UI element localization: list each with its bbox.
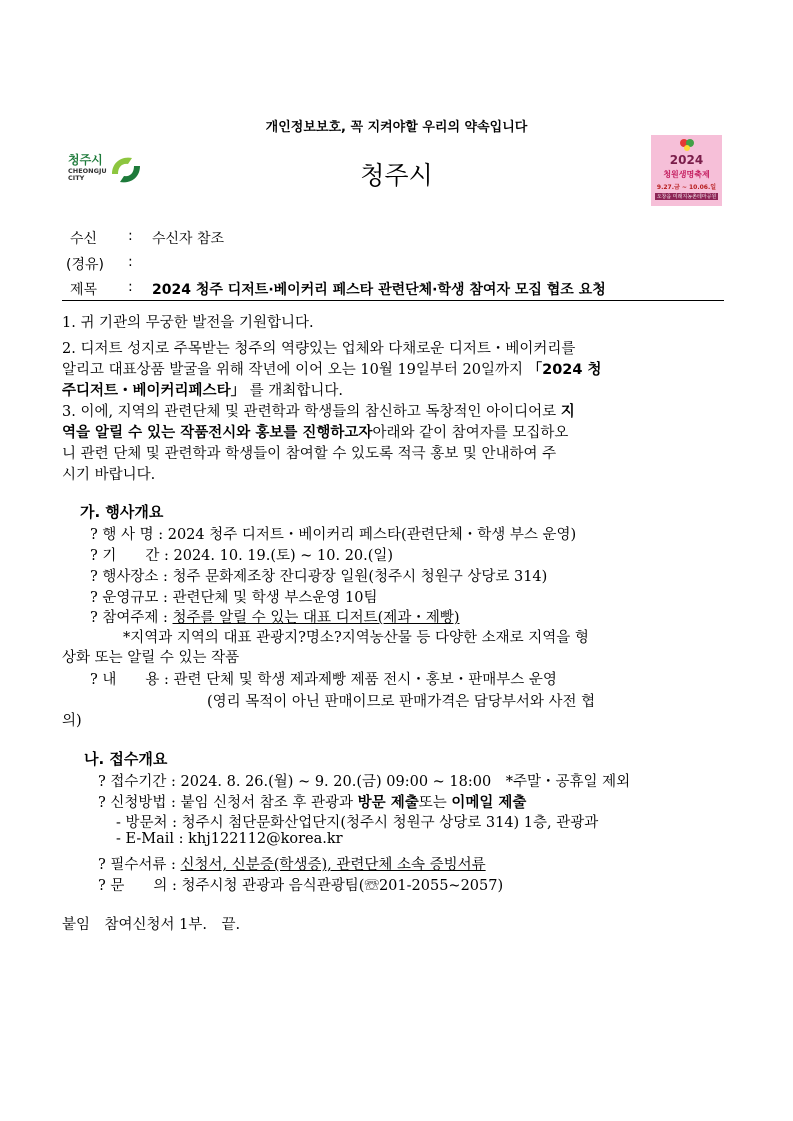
via-colon: : (128, 254, 133, 270)
festival-badge (651, 135, 722, 206)
section-a-item-period: ? 기 간 : 2024. 10. 19.(토) ~ 10. 20.(일) (90, 548, 394, 564)
flower-icon (679, 138, 695, 152)
festival-year: 2024 (669, 153, 704, 167)
logo-name-ko: 청주시 (68, 153, 103, 167)
section-a-title: 가. 행사개요 (80, 503, 164, 521)
header-divider (62, 300, 724, 301)
section-b-item-documents: ? 필수서류 : 신청서, 신분증(학생증), 관련단체 소속 증빙서류 (98, 857, 486, 873)
section-b-item-method: ? 신청방법 : 붙임 신청서 참조 후 관광과 방문 제출또는 이메일 제출 (98, 795, 527, 811)
festival-date: 9.27.금 ~ 10.06.일 (656, 184, 717, 191)
paragraph-2-line-2: 알리고 대표상품 발굴을 위해 작년에 이어 오는 10월 19일부터 20일까지 「2024 청 (62, 362, 602, 378)
recipient-label: 수신 (70, 231, 98, 247)
section-b-title: 나. 접수개요 (84, 750, 168, 768)
paragraph-3-line-4: 시기 바랍니다. (62, 467, 156, 483)
section-a-item-venue: ? 행사장소 : 청주 문화제조창 잔디광장 일원(청주시 청원구 상당로 314) (90, 569, 548, 585)
privacy-slogan: 개인정보보호, 꼭 지켜야할 우리의 약속입니다 (265, 120, 528, 135)
section-b-item-inquiry: ? 문 의 : 청주시청 관광과 음식관광팀(☏201-2055~2057) (98, 878, 504, 894)
section-a-content-note-line-2: 의) (62, 713, 82, 729)
paragraph-3-line-1: 3. 이에, 지역의 관련단체 및 관련학과 학생들의 참신하고 독창적인 아이디어로 지 (62, 404, 575, 420)
section-a-note-line-1: *지역과 지역의 대표 관광지?명소?지역농산물 등 다양한 소재로 지역을 형 (123, 630, 589, 646)
section-b-item-period: ? 접수기간 : 2024. 8. 26.(월) ~ 9. 20.(금) 09:00 ~ 18:00 *주말・공휴일 제외 (98, 774, 631, 790)
recipient-colon: : (128, 228, 133, 244)
subject-colon: : (128, 279, 133, 295)
subject-value: 2024 청주 디저트·베이커리 페스타 관련단체·학생 참여자 모집 협조 요청 (152, 282, 606, 298)
via-label: (경유) (66, 257, 104, 273)
section-b-sub-email: - E-Mail : khj122112@korea.kr (116, 831, 343, 847)
section-a-item-event-name: ? 행 사 명 : 2024 청주 디저트・베이커리 페스타(관련단체・학생 부스 운영) (90, 527, 577, 543)
paragraph-3-line-3: 니 관련 단체 및 관련학과 학생들이 참여할 수 있도록 적극 홍보 및 안내하여 주 (62, 446, 557, 462)
festival-title: 청원생명축제 (663, 170, 710, 179)
section-a-content-note-line-1: (영리 목적이 아닌 판매이므로 판매가격은 담당부서와 사전 협 (207, 694, 596, 710)
festival-place: 오창읍 미래지농촌테마공원 (656, 194, 717, 200)
section-a-item-scale: ? 운영규모 : 관련단체 및 학생 부스운영 10팀 (90, 590, 378, 606)
logo-name-en: CHEONGJU CITY (68, 167, 107, 182)
paragraph-2-line-1: 2. 디저트 성지로 주목받는 청주의 역량있는 업체와 다채로운 디저트・베이커리를 (62, 341, 576, 357)
section-a-item-theme: ? 참여주제 : 청주를 알릴 수 있는 대표 디저트(제과・제빵) (90, 610, 460, 626)
section-a-note-line-2: 상화 또는 알릴 수 있는 작품 (62, 650, 240, 666)
attachment-line: 붙임 참여신청서 1부. 끝. (62, 917, 241, 933)
paragraph-2-line-3: 주디저트・베이커리페스타」 를 개최합니다. (62, 383, 343, 399)
section-a-item-content: ? 내 용 : 관련 단체 및 학생 제과제빵 제품 전시・홍보・판매부스 운영 (90, 672, 557, 688)
section-b-sub-visit: - 방문처 : 청주시 첨단문화산업단지(청주시 청원구 상당로 314) 1층, 관광과 (116, 815, 599, 831)
recipient-value: 수신자 참조 (152, 231, 225, 247)
paragraph-3-line-2: 역을 알릴 수 있는 작품전시와 홍보를 진행하고자아래와 같이 참여자를 모집하오 (62, 425, 569, 441)
subject-label: 제목 (70, 282, 98, 298)
org-title: 청주시 (360, 161, 433, 190)
paragraph-1: 1. 귀 기관의 무궁한 발전을 기원합니다. (62, 315, 314, 331)
